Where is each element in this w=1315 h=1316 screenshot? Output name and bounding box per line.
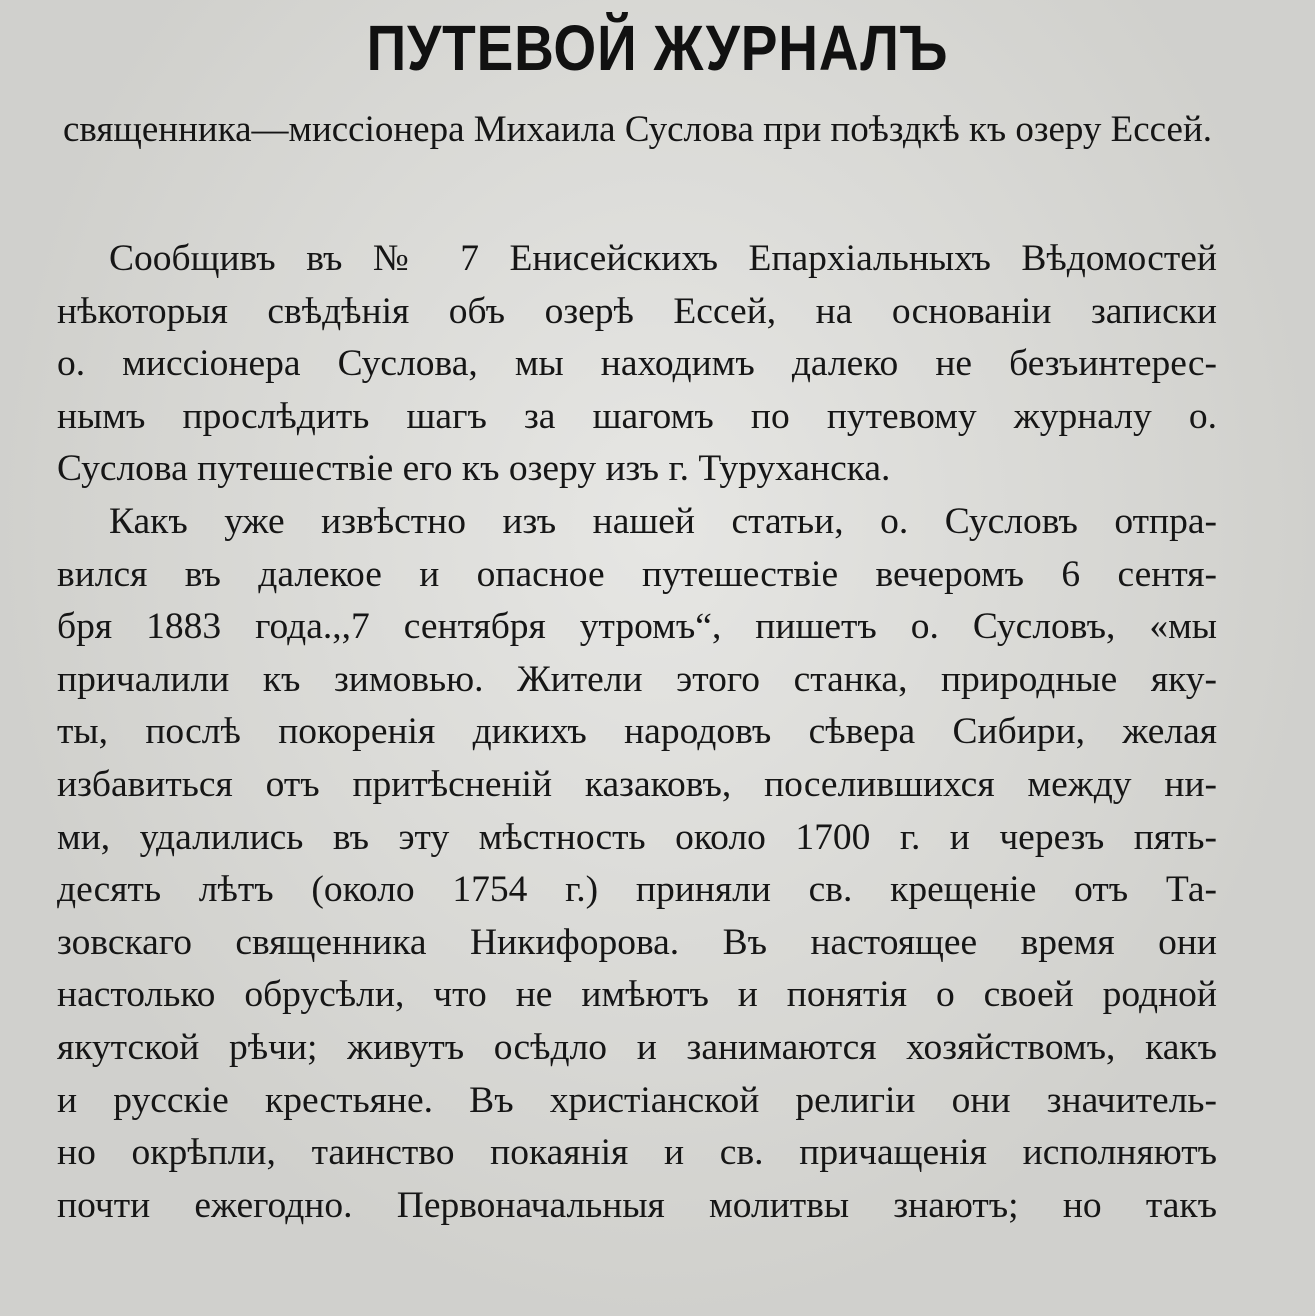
text-line: о. миссіонера Суслова, мы находимъ далеко не безъинтерес- <box>57 343 1217 385</box>
text-line: но окрѣпли, таинство покаянія и св. причащенія исполняютъ <box>57 1132 1217 1174</box>
text-line: вился въ далекое и опасное путешествіе вечеромъ 6 сентя- <box>57 553 1217 595</box>
text-line: и русскіе крестьяне. Въ христіанской религіи они значитель- <box>57 1079 1217 1121</box>
text-line: причалили къ зимовью. Жители этого станка, природные яку- <box>57 658 1217 700</box>
body-text <box>57 233 1217 1232</box>
text-line: нѣкоторыя свѣдѣнія объ озерѣ Ессей, на основаніи записки <box>57 290 1217 332</box>
text-line: Сообщивъ въ № 7 Енисейскихъ Епархіальныхъ Вѣдомостей <box>109 238 1217 279</box>
text-line: почти ежегодно. Первоначальныя молитвы знаютъ; но такъ <box>57 1184 1217 1226</box>
text-line: бря 1883 года.,,7 сентября утромъ“, пишетъ о. Сусловъ, «мы <box>57 606 1217 648</box>
text-line: ты, послѣ покоренія дикихъ народовъ сѣвера Сибири, желая <box>57 711 1217 753</box>
text-line: якутской рѣчи; живутъ осѣдло и занимаются хозяйствомъ, какъ <box>57 1026 1217 1068</box>
text-line: Какъ уже извѣстно изъ нашей статьи, о. Сусловъ отпра- <box>109 500 1217 542</box>
text-line: нымъ прослѣдить шагъ за шагомъ по путевому журналу о. <box>57 395 1217 437</box>
page-title: ПУТЕВОЙ ЖУРНАЛЪ <box>366 12 949 84</box>
text-line: десять лѣтъ (около 1754 г.) приняли св. крещеніе отъ Та- <box>57 869 1217 911</box>
text-line: настолько обрусѣли, что не имѣютъ и понятія о своей родной <box>57 974 1217 1016</box>
text-line: Суслова путешествіе его къ озеру изъ г. Туруханска. <box>57 448 891 490</box>
text-line: избавиться отъ притѣсненій казаковъ, поселившихся между ни- <box>57 763 1217 805</box>
text-line: ми, удалились въ эту мѣстность около 1700 г. и черезъ пять- <box>57 816 1217 858</box>
page-subtitle: священника—миссіонера Михаила Суслова при поѣздкѣ къ озеру Ессей. <box>62 109 1213 150</box>
text-line: зовскаго священника Никифорова. Въ настоящее время они <box>57 921 1217 963</box>
